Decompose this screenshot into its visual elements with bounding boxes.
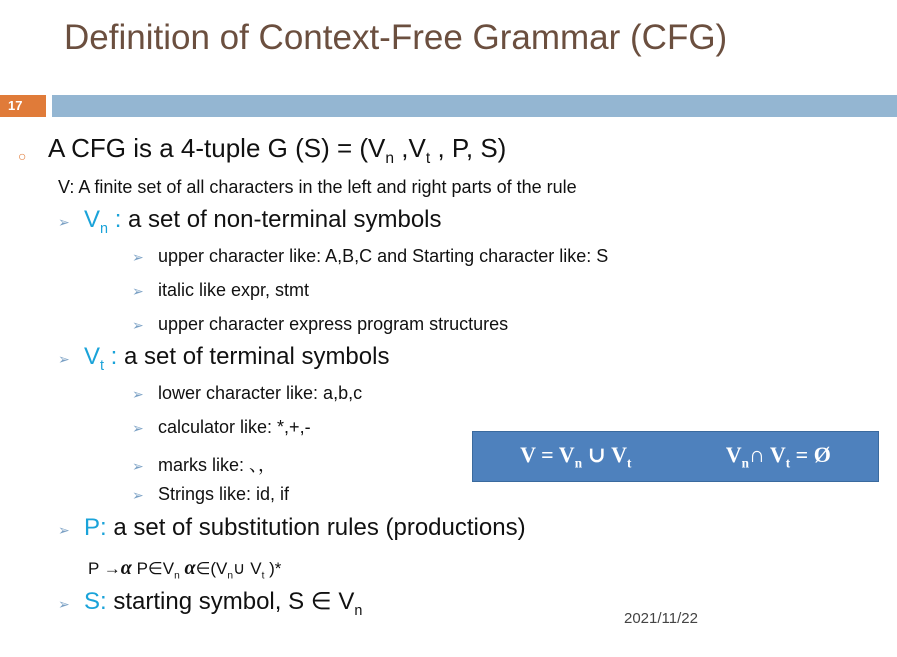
vt-item: ➢ lower character like: a,b,c: [132, 383, 363, 403]
arrow-bullet-icon: ➢: [58, 522, 70, 538]
vt-bullet: ➢ $V_t$ : a set of terminal symbols: [58, 343, 390, 374]
production-form: P →α $P\in V_n$ $\alpha\in(V_n\cup$ $V_t$ )*: [88, 557, 282, 582]
slide-date: 2021/11/22: [624, 610, 698, 627]
vn-item: ➢ italic like expr, stmt: [132, 280, 310, 300]
arrow-bullet-icon: ➢: [132, 420, 144, 436]
vt-item: ➢ marks like: 、，: [132, 455, 277, 475]
arrow-bullet-icon: ➢: [58, 214, 70, 230]
vt-item: ➢ calculator like: *,+,-: [132, 417, 311, 437]
v-definition: V: A finite set of all characters in the left and right parts of the rule: [58, 177, 577, 197]
set-formula-box: [472, 431, 879, 482]
arrow-bullet-icon: ➢: [132, 249, 144, 265]
arrow-bullet-icon: ➢: [132, 386, 144, 402]
vn-bullet: ➢ $V_n$ : a set of non-terminal symbols: [58, 206, 442, 237]
arrow-bullet-icon: ➢: [132, 487, 144, 503]
slide-title: Definition of Context-Free Grammar (CFG): [64, 18, 728, 57]
slide-number: 17: [0, 95, 46, 117]
title-underline-bar: [52, 95, 897, 117]
p-bullet: ➢ P: a set of substitution rules (productions): [58, 514, 526, 541]
arrow-bullet-icon: ➢: [132, 458, 144, 474]
intersection-formula: $V_n\cap$ $V_t$ = Ø: [725, 441, 831, 471]
arrow-bullet-icon: ➢: [58, 596, 70, 612]
vn-item: ➢ upper character express program structures: [132, 314, 509, 334]
circle-bullet-icon: ○: [18, 148, 27, 164]
s-bullet: ➢ S: starting symbol, S ∈ $V_n$: [58, 588, 363, 619]
vt-item: ➢ Strings like: id, if: [132, 484, 290, 504]
vn-item: ➢ upper character like: A,B,C and Starting character like: S: [132, 246, 609, 266]
union-formula: $V = V_n$ ∪ $V_t$: [520, 441, 632, 471]
arrow-bullet-icon: ➢: [58, 351, 70, 367]
arrow-bullet-icon: ➢: [132, 317, 144, 333]
arrow-bullet-icon: ➢: [132, 283, 144, 299]
cfg-definition-bullet: A CFG is a 4-tuple G $(S) = (V_n$ $,V_t$ , P, S): [48, 133, 507, 168]
